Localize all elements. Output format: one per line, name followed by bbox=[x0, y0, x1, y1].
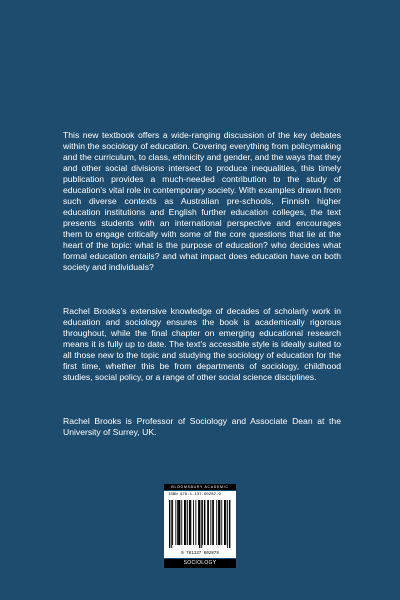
blurb-paragraph-1: This new textbook offers a wide-ranging discussion of the key debates within the sociology of education. Covering everything from policymaking and the curriculum, to class, ethnicity and gender, and the ways that they and other social divisions intersect to produce inequalities, this timely publication provides a much-needed contribution to the study of education’s vital role in contemporary society. With examples drawn from such diverse contexts as Australian pre-schools, Finnish higher education institutions and English further education colleges, the text presents students with an international perspective and encourages them to engage critically with some of the core questions that lie at the heart of the topic: what is the purpose of education? who decides what formal education entails? and what impact does education have on both society and individuals? bbox=[63, 130, 341, 272]
barcode-digits: 9 781137 602879 bbox=[181, 552, 219, 556]
blurb bbox=[63, 130, 341, 438]
barcode-box bbox=[164, 491, 236, 558]
blurb-paragraph-2: Rachel Brooks’s extensive knowledge of decades of scholarly work in education and sociology ensures the book is academically rigorous throughout, while the final chapter on emerging educational research means it is fully up to date. The text’s accessible style is ideally suited to all those new to the topic and studying the sociology of education for the first time, whether this be from departments of sociology, childhood studies, social policy, or a range of other social science disciplines. bbox=[63, 306, 341, 382]
subject-label: SOCIOLOGY bbox=[164, 559, 236, 568]
publisher-barcode-block bbox=[164, 484, 236, 568]
author-bio: Rachel Brooks is Professor of Sociology and Associate Dean at the University of Surrey, UK. bbox=[63, 416, 341, 437]
barcode-icon bbox=[168, 500, 232, 556]
isbn-text: ISBN 978-1-137-60287-9 bbox=[168, 493, 221, 497]
publisher-name: BLOOMSBURY ACADEMIC bbox=[164, 484, 236, 490]
